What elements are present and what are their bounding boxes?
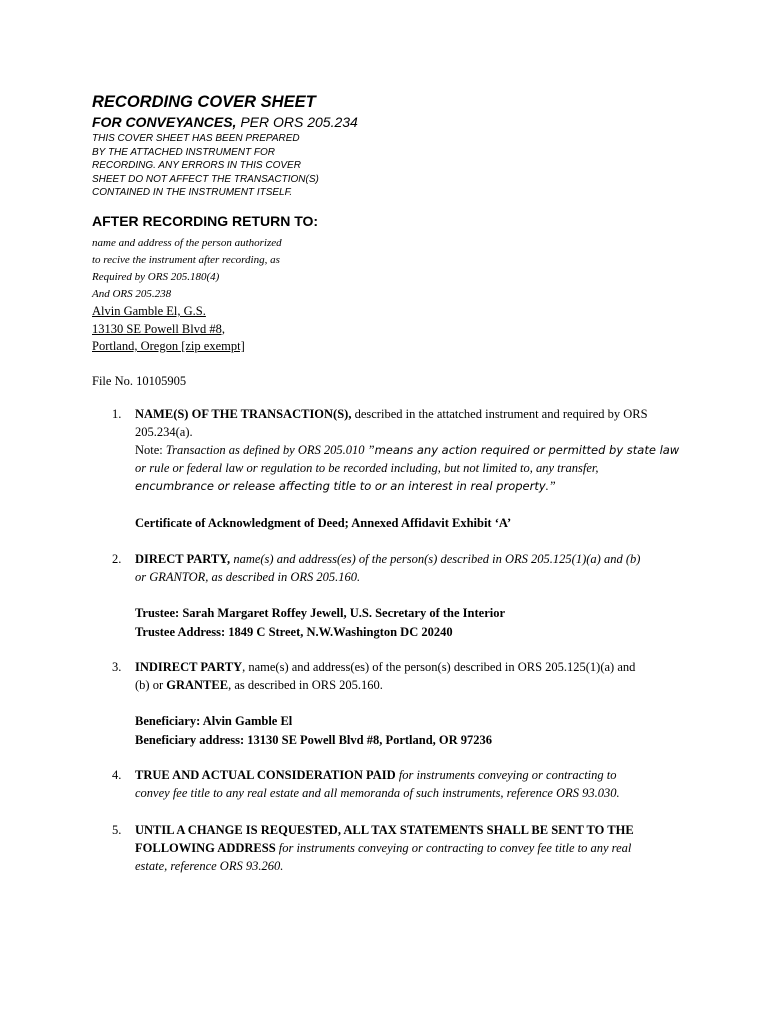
item-heading: DIRECT PARTY, — [135, 552, 231, 566]
item-text: name(s) and address(es) of the person(s) described in ORS 205.125(1)(a) and (b) — [230, 552, 641, 566]
item-heading: UNTIL A CHANGE IS REQUESTED, ALL TAX STATEMENTS SHALL BE SENT TO THE — [135, 823, 634, 837]
subtitle-bold: FOR CONVEYANCES, — [92, 114, 237, 130]
item-text: for instruments conveying or contracting to — [395, 768, 617, 782]
item-heading: FOLLOWING ADDRESS — [135, 841, 276, 855]
item-text: convey fee title to any real estate and all memoranda of such instruments, reference ORS 93.030. — [135, 786, 620, 800]
item-text: (b) or — [135, 678, 167, 692]
item-text: , as described in ORS 205.160. — [228, 678, 383, 692]
disclaimer-line: THIS COVER SHEET HAS BEEN PREPARED — [92, 133, 300, 144]
item-number: 3. — [112, 660, 122, 674]
address-line: Portland, Oregon [zip exempt] — [92, 339, 245, 353]
description-line: And ORS 205.238 — [92, 288, 172, 300]
item-text: for instruments conveying or contracting to convey fee title to any real — [275, 841, 632, 855]
item-body — [135, 658, 675, 694]
item-number: 2. — [112, 552, 122, 566]
note-label: Note: — [135, 443, 166, 457]
item-body — [135, 821, 675, 875]
file-number: File No. 10105905 — [92, 374, 187, 388]
address-line: 13130 SE Powell Blvd #8, — [92, 321, 225, 336]
note-end: .” — [545, 479, 556, 493]
disclaimer-line: RECORDING. ANY ERRORS IN THIS COVER — [92, 160, 301, 171]
deed-certificate: Certificate of Acknowledgment of Deed; — [135, 516, 352, 530]
disclaimer-line: CONTAINED IN THE INSTRUMENT ITSELF. — [92, 187, 293, 198]
page-subtitle — [92, 113, 358, 131]
item-heading: TRUE AND ACTUAL CONSIDERATION PAID — [135, 768, 396, 782]
item-number: 5. — [112, 823, 122, 837]
item-text: described in the attatched instrument and required by ORS — [351, 407, 648, 421]
address-line: Alvin Gamble El, G.S. — [92, 304, 206, 318]
deed-exhibit: Annexed Affidavit Exhibit ‘A’ — [351, 516, 512, 530]
trustee-address: Trustee Address: 1849 C Street, N.W.Washington DC 20240 — [135, 625, 453, 639]
item-body — [135, 766, 675, 802]
disclaimer-line: SHEET DO NOT AFFECT THE TRANSACTION(S) — [92, 173, 319, 185]
item-text: or GRANTOR, as described in ORS 205.160. — [135, 570, 361, 584]
note-text: or rule or federal law or regulation to be recorded including, but not limited to, any transfer, — [135, 461, 599, 475]
return-to-heading: AFTER RECORDING RETURN TO: — [92, 213, 319, 229]
item-number: 1. — [112, 407, 122, 421]
note-text: Transaction as defined by ORS 205.010 ” — [165, 443, 375, 457]
disclaimer — [92, 132, 362, 200]
page-title: RECORDING COVER SHEET — [92, 93, 316, 111]
beneficiary-address: Beneficiary address: 13130 SE Powell Blvd #8, Portland, OR 97236 — [135, 733, 493, 747]
return-to-description — [92, 235, 282, 303]
description-line: Required by ORS 205.180(4) — [92, 271, 220, 283]
subtitle-rest: PER ORS 205.234 — [236, 114, 358, 130]
item-text: 205.234(a). — [135, 425, 193, 439]
return-address — [92, 303, 245, 356]
beneficiary-name: Beneficiary: Alvin Gamble El — [135, 714, 293, 728]
grantee-label: GRANTEE — [166, 678, 229, 692]
note-quote: encumbrance or release affecting title to or an interest in real property — [135, 479, 546, 493]
description-line: name and address of the person authorized — [92, 237, 282, 249]
item-body — [135, 405, 680, 495]
disclaimer-line: BY THE ATTACHED INSTRUMENT FOR — [92, 146, 275, 158]
deed-detail — [135, 514, 511, 533]
item-text: , name(s) and address(es) of the person(s) described in ORS 205.125(1)(a) and — [242, 660, 636, 674]
item-number: 4. — [112, 768, 122, 782]
item-body — [135, 550, 675, 586]
item-heading: NAME(S) OF THE TRANSACTION(S), — [135, 407, 352, 421]
description-line: to recive the instrument after recording, as — [92, 254, 280, 266]
item-text: estate, reference ORS 93.260. — [135, 859, 284, 873]
note-quote: means any action required or permitted by state law — [374, 443, 680, 457]
item-heading: INDIRECT PARTY — [135, 660, 243, 674]
trustee-name: Trustee: Sarah Margaret Roffey Jewell, U.S. Secretary of the Interior — [135, 606, 506, 620]
